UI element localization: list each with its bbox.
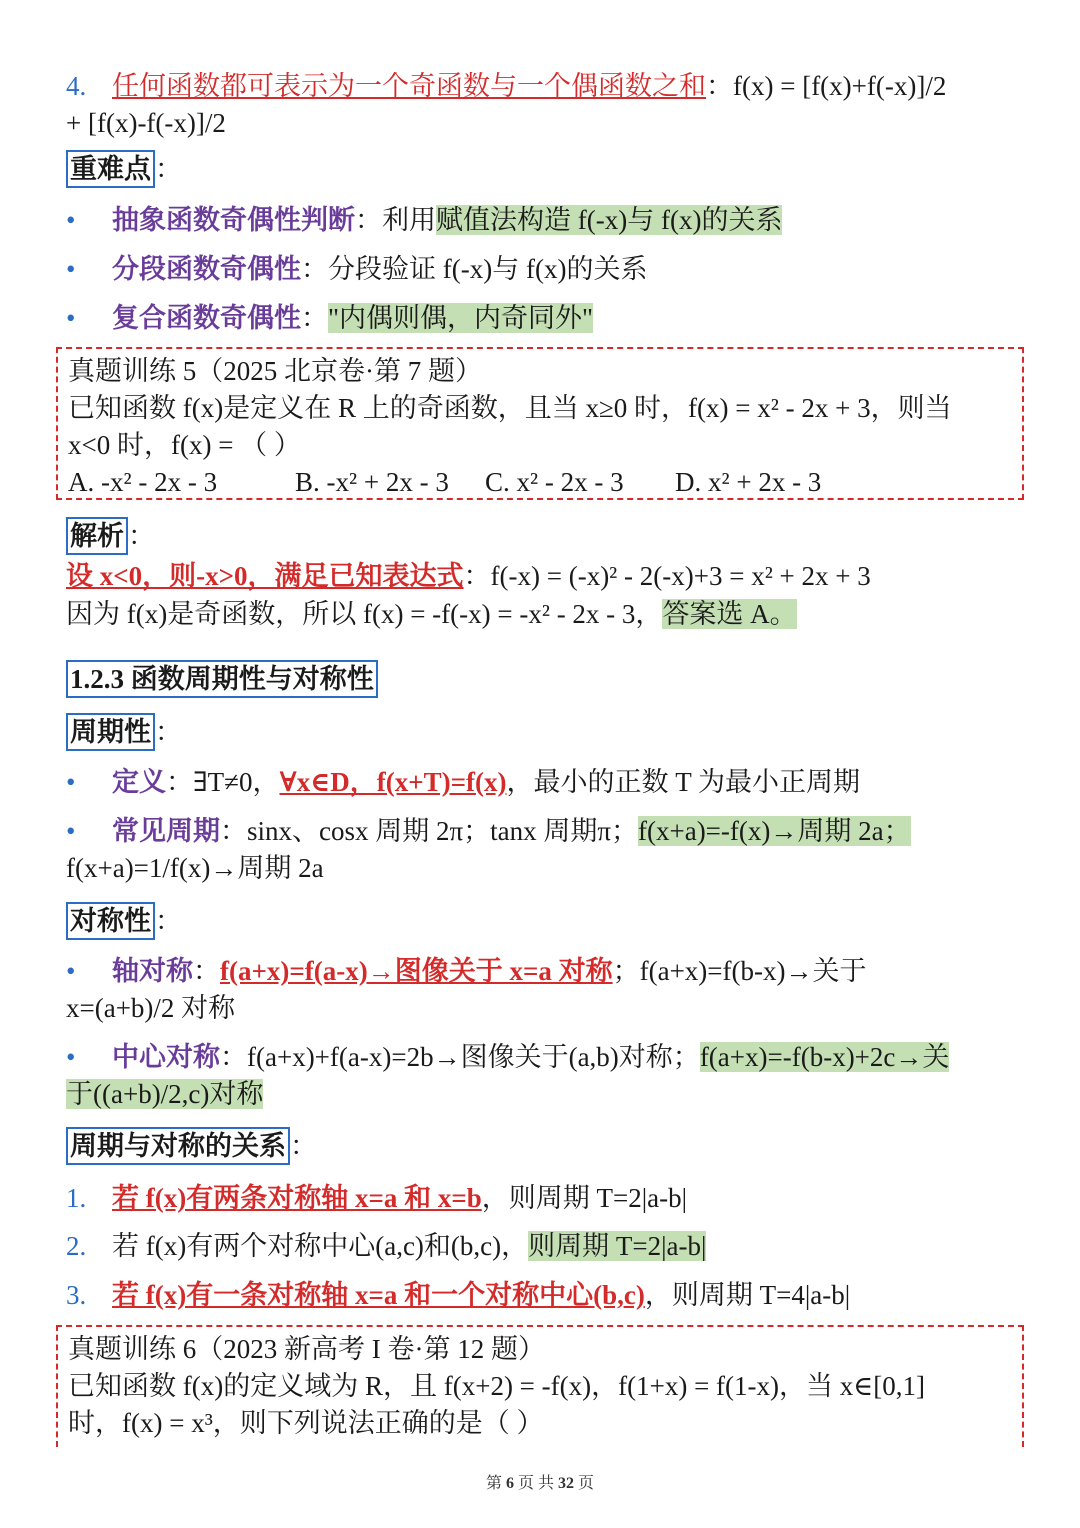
section-title-row bbox=[66, 660, 1014, 698]
key-points-heading-row bbox=[66, 150, 1014, 188]
symmetry-axis bbox=[66, 953, 1014, 1027]
analysis-heading: 解析 bbox=[66, 517, 128, 555]
footer-text: 页 共 bbox=[517, 1475, 554, 1492]
bullet-icon: • bbox=[66, 254, 76, 284]
bullet-icon: • bbox=[66, 205, 76, 235]
analysis-text: ：f(-x) = (-x)² - 2(-x)+3 = x² + 2x + 3 bbox=[463, 561, 871, 591]
key-point-1 bbox=[66, 202, 1014, 239]
axis-symmetry-label: 轴对称 bbox=[112, 956, 193, 986]
key-point-highlight: "内偶则偶，内奇同外" bbox=[328, 303, 594, 333]
item-number: 4. bbox=[66, 71, 87, 101]
exercise-5-line2: x<0 时，f(x) = （ ） bbox=[68, 430, 301, 460]
common-period-line2: f(x+a)=1/f(x)→周期 2a bbox=[66, 853, 324, 883]
key-point-label: 抽象函数奇偶性判断 bbox=[112, 205, 355, 235]
footer-text: 页 bbox=[578, 1475, 595, 1492]
page-footer bbox=[0, 1470, 1080, 1493]
exercise-5-title: 真题训练 5（2025 北京卷·第 7 题） bbox=[68, 356, 482, 386]
item-4-title: 任何函数都可表示为一个奇函数与一个偶函数之和 bbox=[112, 71, 706, 101]
bullet-icon: • bbox=[66, 816, 76, 846]
common-period-label: 常见周期 bbox=[112, 816, 220, 846]
exercise-6-line2: 时，f(x) = x³，则下列说法正确的是（ ） bbox=[68, 1408, 544, 1438]
option-c: C. x² - 2x - 3 bbox=[485, 467, 624, 497]
relation-text: 若 f(x)有两个对称中心(a,c)和(b,c)， bbox=[112, 1231, 529, 1261]
periodicity-definition bbox=[66, 764, 1014, 801]
key-point-label: 复合函数奇偶性 bbox=[112, 303, 301, 333]
key-point-text: ：利用 bbox=[355, 205, 436, 235]
definition-rest: ，最小的正数 T 为最小正周期 bbox=[506, 767, 861, 797]
footer-text: 第 bbox=[485, 1475, 502, 1492]
definition-text: ：∃T≠0， bbox=[166, 767, 280, 797]
relation-text: ，则周期 T=2|a-b| bbox=[481, 1183, 688, 1213]
page-total: 32 bbox=[558, 1475, 574, 1492]
relation-highlight: 则周期 T=2|a-b| bbox=[528, 1231, 707, 1261]
relation-heading: 周期与对称的关系 bbox=[66, 1127, 290, 1165]
key-point-highlight: 赋值法构造 f(-x)与 f(x)的关系 bbox=[436, 205, 783, 235]
center-symmetry-text: ：f(a+x)+f(a-x)=2b→图像关于(a,b)对称； bbox=[220, 1042, 700, 1072]
bullet-icon: • bbox=[66, 956, 76, 986]
exercise-6-title: 真题训练 6（2023 新高考 I 卷·第 12 题） bbox=[68, 1334, 545, 1364]
relation-item-1 bbox=[66, 1180, 1014, 1217]
key-point-3 bbox=[66, 300, 1014, 337]
periodicity-common bbox=[66, 813, 1014, 887]
relation-red: 若 f(x)有一条对称轴 x=a 和一个对称中心(b,c) bbox=[112, 1280, 645, 1310]
exercise-5-options bbox=[68, 464, 1012, 501]
item-4-formula: ：f(x) = [f(x)+f(-x)]/2 bbox=[706, 71, 947, 101]
item-number: 3. bbox=[66, 1280, 87, 1310]
relation-item-3 bbox=[66, 1277, 1014, 1314]
item-4-formula-cont: + [f(x)-f(-x)]/2 bbox=[66, 108, 226, 138]
definition-label: 定义 bbox=[112, 767, 166, 797]
key-point-text: ： bbox=[301, 303, 328, 333]
symmetry-heading: 对称性 bbox=[66, 902, 155, 940]
center-symmetry-highlight-2: 于((a+b)/2,c)对称 bbox=[66, 1079, 264, 1109]
definition-red: ∀x∈D，f(x+T)=f(x) bbox=[279, 767, 507, 797]
common-period-text: ：sinx、cosx 周期 2π；tanx 周期π； bbox=[220, 816, 638, 846]
key-point-label: 分段函数奇偶性 bbox=[112, 254, 301, 284]
symmetry-center bbox=[66, 1039, 1014, 1113]
colon: ： bbox=[155, 154, 182, 184]
bullet-icon: • bbox=[66, 303, 76, 333]
option-d: D. x² + 2x - 3 bbox=[675, 467, 822, 497]
exercise-6-line1: 已知函数 f(x)的定义域为 R，且 f(x+2) = -f(x)，f(1+x) = f(1-x)，当 x∈[0,1] bbox=[68, 1371, 925, 1401]
item-number: 2. bbox=[66, 1231, 87, 1261]
exercise-5-line1: 已知函数 f(x)是定义在 R 上的奇函数，且当 x≥0 时，f(x) = x² - 2x + 3，则当 bbox=[68, 393, 952, 423]
common-period-highlight: f(x+a)=-f(x)→周期 2a； bbox=[638, 816, 911, 846]
bullet-icon: • bbox=[66, 1042, 76, 1072]
analysis-text: 因为 f(x)是奇函数，所以 f(x) = -f(-x) = -x² - 2x - 3， bbox=[66, 599, 663, 629]
colon: ： bbox=[290, 1131, 317, 1161]
exercise-6-box bbox=[56, 1325, 1024, 1447]
periodicity-heading-row bbox=[66, 713, 1014, 751]
relation-red: 若 f(x)有两条对称轴 x=a 和 x=b bbox=[112, 1183, 482, 1213]
key-points-heading: 重难点 bbox=[66, 150, 155, 188]
item-4 bbox=[66, 68, 1014, 142]
colon: ： bbox=[155, 906, 182, 936]
analysis-line-1 bbox=[66, 558, 1014, 595]
axis-symmetry-red: f(a+x)=f(a-x)→图像关于 x=a 对称 bbox=[220, 956, 613, 986]
relation-heading-row bbox=[66, 1127, 1014, 1165]
option-b: B. -x² + 2x - 3 bbox=[295, 467, 449, 497]
colon: ： bbox=[128, 521, 155, 551]
colon: ： bbox=[155, 717, 182, 747]
section-title: 1.2.3 函数周期性与对称性 bbox=[66, 660, 378, 698]
relation-text: ，则周期 T=4|a-b| bbox=[644, 1280, 851, 1310]
analysis-line-2 bbox=[66, 596, 1014, 633]
page-number: 6 bbox=[505, 1475, 514, 1492]
analysis-answer: 答案选 A。 bbox=[662, 599, 797, 629]
analysis-heading-row bbox=[66, 517, 1014, 555]
center-symmetry-highlight: f(a+x)=-f(b-x)+2c→关 bbox=[699, 1042, 950, 1072]
axis-symmetry-line2: x=(a+b)/2 对称 bbox=[66, 993, 236, 1023]
axis-symmetry-text: ；f(a+x)=f(b-x)→关于 bbox=[612, 956, 867, 986]
relation-item-2 bbox=[66, 1228, 1014, 1265]
bullet-icon: • bbox=[66, 767, 76, 797]
exercise-5-box bbox=[56, 347, 1024, 500]
colon: ： bbox=[193, 956, 220, 986]
periodicity-heading: 周期性 bbox=[66, 713, 155, 751]
analysis-red: 设 x<0，则-x>0，满足已知表达式 bbox=[66, 561, 464, 591]
symmetry-heading-row bbox=[66, 902, 1014, 940]
item-number: 1. bbox=[66, 1183, 87, 1213]
key-point-2 bbox=[66, 251, 1014, 288]
center-symmetry-label: 中心对称 bbox=[112, 1042, 220, 1072]
option-a: A. -x² - 2x - 3 bbox=[68, 467, 218, 497]
key-point-text: ：分段验证 f(-x)与 f(x)的关系 bbox=[301, 254, 648, 284]
